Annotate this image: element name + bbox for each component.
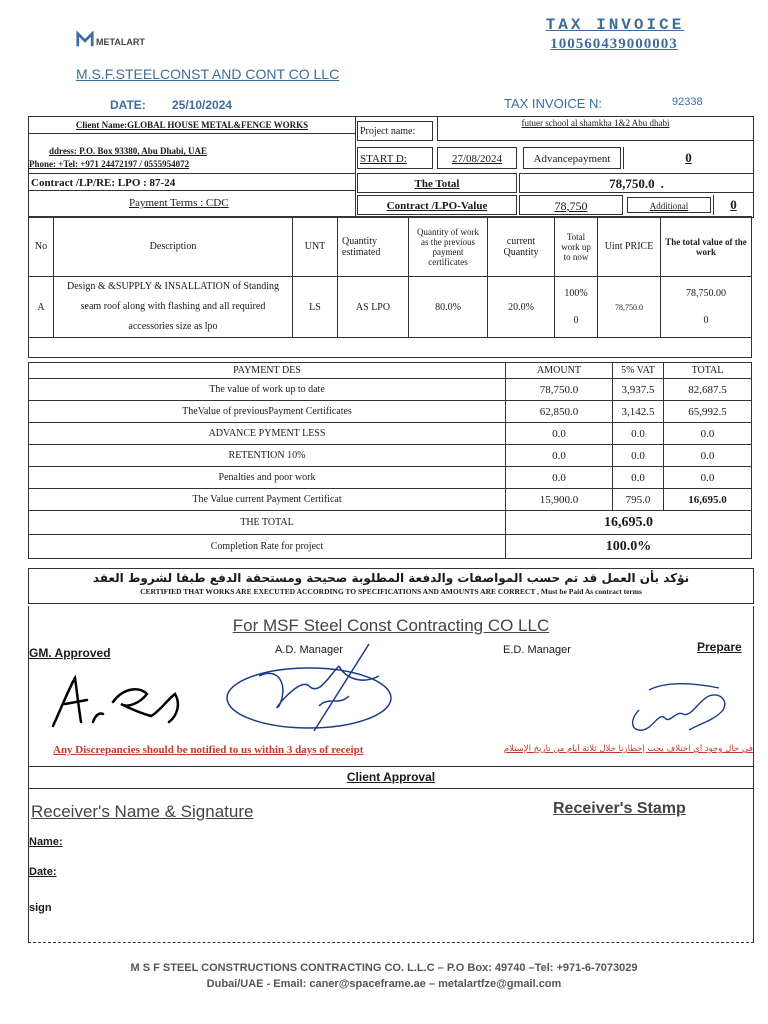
total-suffix: . bbox=[660, 176, 664, 191]
project-value: futuer school al shamkha 1&2 Abu dhabi bbox=[437, 117, 753, 141]
cert-block bbox=[28, 568, 754, 604]
payment-row bbox=[29, 489, 752, 511]
payment-title: PAYMENT DES bbox=[29, 363, 506, 379]
payment-row-vat: 3,142.5 bbox=[613, 401, 664, 423]
item-total-work-extra: 0 bbox=[573, 315, 579, 326]
start-label: START D: bbox=[357, 147, 433, 169]
payment-row bbox=[29, 423, 752, 445]
item-value-amount: 78,750.00 bbox=[686, 288, 726, 299]
the-total-label: THE TOTAL bbox=[29, 511, 506, 535]
receiver-block bbox=[28, 788, 754, 943]
items-table bbox=[28, 216, 752, 358]
item-total-work bbox=[555, 277, 598, 338]
ad-manager-signature bbox=[219, 636, 399, 736]
logo-icon bbox=[76, 30, 94, 48]
payment-row-vat: 0.0 bbox=[613, 467, 664, 489]
doc-title: TAX INVOICE bbox=[545, 16, 685, 34]
prepare-signature bbox=[619, 670, 739, 740]
total-value-cell bbox=[519, 173, 753, 193]
client-approval-bar bbox=[28, 766, 754, 789]
payment-row-amount: 0.0 bbox=[506, 467, 613, 489]
ed-manager-label: E.D. Manager bbox=[503, 644, 571, 656]
payment-row-vat: 795.0 bbox=[613, 489, 664, 511]
prepare-label: Prepare bbox=[697, 640, 742, 654]
table-row bbox=[29, 277, 752, 338]
gm-signature bbox=[43, 664, 193, 734]
payment-col-total: TOTAL bbox=[664, 363, 752, 379]
payment-row bbox=[29, 445, 752, 467]
additional-label: Additional bbox=[627, 197, 711, 213]
item-qty: AS LPO bbox=[338, 277, 409, 338]
payment-row-amount: 15,900.0 bbox=[506, 489, 613, 511]
payment-row-vat: 3,937.5 bbox=[613, 379, 664, 401]
info-block bbox=[28, 116, 754, 218]
total-value: 78,750.0 bbox=[609, 176, 655, 191]
approvals-block bbox=[28, 606, 754, 767]
item-value bbox=[661, 277, 752, 338]
payment-row-total: 0.0 bbox=[664, 467, 752, 489]
client-phone: Phone: +Tel: +971 24472197 / 0555954072 bbox=[29, 159, 190, 169]
payment-row-total: 0.0 bbox=[664, 445, 752, 467]
for-company-line: For MSF Steel Const Contracting CO LLC bbox=[232, 616, 550, 635]
client-approval-label: Client Approval bbox=[346, 770, 436, 784]
payment-row-label: The value of work up to date bbox=[29, 379, 506, 401]
col-qty-previous: Quantity of work as the previous payment certificates bbox=[409, 217, 488, 277]
payment-table bbox=[28, 362, 752, 559]
items-header-row bbox=[29, 217, 752, 277]
payment-row-amount: 0.0 bbox=[506, 423, 613, 445]
company-logo bbox=[76, 30, 145, 48]
col-qty-estimated: Quantity estimated bbox=[338, 217, 409, 277]
receiver-stamp: Receiver's Stamp bbox=[553, 800, 686, 817]
footer-line-2: Dubai/UAE - Email: caner@spaceframe.ae – metalartfze@gmail.com bbox=[206, 978, 562, 990]
item-prev: 80.0% bbox=[409, 277, 488, 338]
additional-value: 0 bbox=[713, 195, 753, 215]
client-name: Client Name:GLOBAL HOUSE METAL&FENCE WORKS bbox=[29, 117, 355, 134]
payment-header-row bbox=[29, 363, 752, 379]
doc-number: 100560439000003 bbox=[550, 36, 678, 52]
discrepancy-notice-ar: في حال وجود أي اختلاف يجب إخطارنا خلال ثلاثة أيام من تاريخ الإستلام bbox=[503, 744, 753, 754]
payment-row-total: 82,687.5 bbox=[664, 379, 752, 401]
payment-row-total: 65,992.5 bbox=[664, 401, 752, 423]
col-current-qty: current Quantity bbox=[488, 217, 555, 277]
receiver-name-signature: Receiver's Name & Signature bbox=[31, 802, 254, 821]
receiver-sign-field[interactable]: sign bbox=[29, 902, 52, 914]
payment-row-total: 0.0 bbox=[664, 423, 752, 445]
total-label: The Total bbox=[357, 173, 517, 193]
advance-label: Advancepayment bbox=[523, 147, 621, 169]
col-unit: UNT bbox=[293, 217, 338, 277]
invoice-number-value: 92338 bbox=[672, 96, 703, 108]
payment-row bbox=[29, 401, 752, 423]
payment-row-label: TheValue of previousPayment Certificates bbox=[29, 401, 506, 423]
client-address: ddress: P.O. Box 93380, Abu Dhabi, UAE bbox=[49, 146, 208, 156]
item-value-extra: 0 bbox=[703, 315, 709, 326]
item-current: 20.0% bbox=[488, 277, 555, 338]
payment-terms: Payment Terms : CDC bbox=[129, 197, 229, 209]
payment-row-label: Penalties and poor work bbox=[29, 467, 506, 489]
payment-row-label: RETENTION 10% bbox=[29, 445, 506, 467]
advance-value: 0 bbox=[623, 147, 753, 169]
payment-row-amount: 0.0 bbox=[506, 445, 613, 467]
the-total-value: 16,695.0 bbox=[506, 511, 752, 535]
start-value: 27/08/2024 bbox=[437, 147, 517, 169]
completion-value: 100.0% bbox=[506, 535, 752, 559]
cert-english: CERTIFIED THAT WORKS ARE EXECUTED ACCORDING TO SPECIFICATIONS AND AMOUNTS ARE CORRECT , Must be Paid As contract terms bbox=[140, 587, 642, 596]
date-value: 25/10/2024 bbox=[172, 98, 233, 112]
item-unit: LS bbox=[293, 277, 338, 338]
col-unit-price: Uint PRICE bbox=[598, 217, 661, 277]
date-label: DATE: bbox=[110, 98, 146, 112]
cert-arabic: نؤكد بأن العمل قد تم حسب المواصفات والدفعة المطلوبة صحيحة ومستحقة الدفع طبقا لشروط العقد bbox=[92, 571, 690, 585]
receiver-name-field[interactable]: Name: bbox=[29, 836, 63, 848]
payment-col-amount: AMOUNT bbox=[506, 363, 613, 379]
payment-row bbox=[29, 379, 752, 401]
col-total-work: Total work up to now bbox=[555, 217, 598, 277]
discrepancy-notice-en: Any Discrepancies should be notified to us within 3 days of receipt bbox=[53, 744, 364, 756]
completion-row bbox=[29, 535, 752, 559]
footer-line-1: M S F STEEL CONSTRUCTIONS CONTRACTING CO. L.L.C – P.O Box: 49740 –Tel: +971-6-7073029 bbox=[130, 962, 638, 974]
payment-row-amount: 78,750.0 bbox=[506, 379, 613, 401]
payment-row-total: 16,695.0 bbox=[664, 489, 752, 511]
the-total-row bbox=[29, 511, 752, 535]
payment-row bbox=[29, 467, 752, 489]
logo-text: METALART bbox=[96, 37, 145, 47]
item-price: 78,750.0 bbox=[598, 277, 661, 338]
invoice-number-label: TAX INVOICE N: bbox=[504, 96, 602, 111]
col-no: No bbox=[29, 217, 54, 277]
contract-lpo-value: 78,750 bbox=[519, 195, 623, 215]
payment-row-vat: 0.0 bbox=[613, 423, 664, 445]
col-total-value: The total value of the work bbox=[661, 217, 752, 277]
payment-row-vat: 0.0 bbox=[613, 445, 664, 467]
gm-approved-label: GM. Approved bbox=[29, 646, 111, 660]
item-description: Design & &SUPPLY & INSALLATION of Standing seam roof along with flashing and all required accessories size as lpo bbox=[54, 277, 293, 338]
payment-row-amount: 62,850.0 bbox=[506, 401, 613, 423]
item-total-work-value: 100% bbox=[564, 288, 588, 299]
payment-row-label: The Value current Payment Certificat bbox=[29, 489, 506, 511]
payment-col-vat: 5% VAT bbox=[613, 363, 664, 379]
blank-row bbox=[29, 338, 752, 358]
receiver-date-field[interactable]: Date: bbox=[29, 866, 57, 878]
ad-manager-label: A.D. Manager bbox=[275, 644, 343, 656]
completion-label: Completion Rate for project bbox=[29, 535, 506, 559]
payment-row-label: ADVANCE PYMENT LESS bbox=[29, 423, 506, 445]
item-no: A bbox=[29, 277, 54, 338]
project-label: Project name: bbox=[357, 121, 433, 141]
col-description: Description bbox=[54, 217, 293, 277]
info-divider bbox=[355, 117, 356, 217]
contract-ref: Contract /LP/RE: LPO : 87-24 bbox=[29, 173, 355, 191]
company-name: M.S.F.STEELCONST AND CONT CO LLC bbox=[76, 66, 340, 82]
contract-lpo-label: Contract /LPO-Value bbox=[357, 195, 517, 215]
